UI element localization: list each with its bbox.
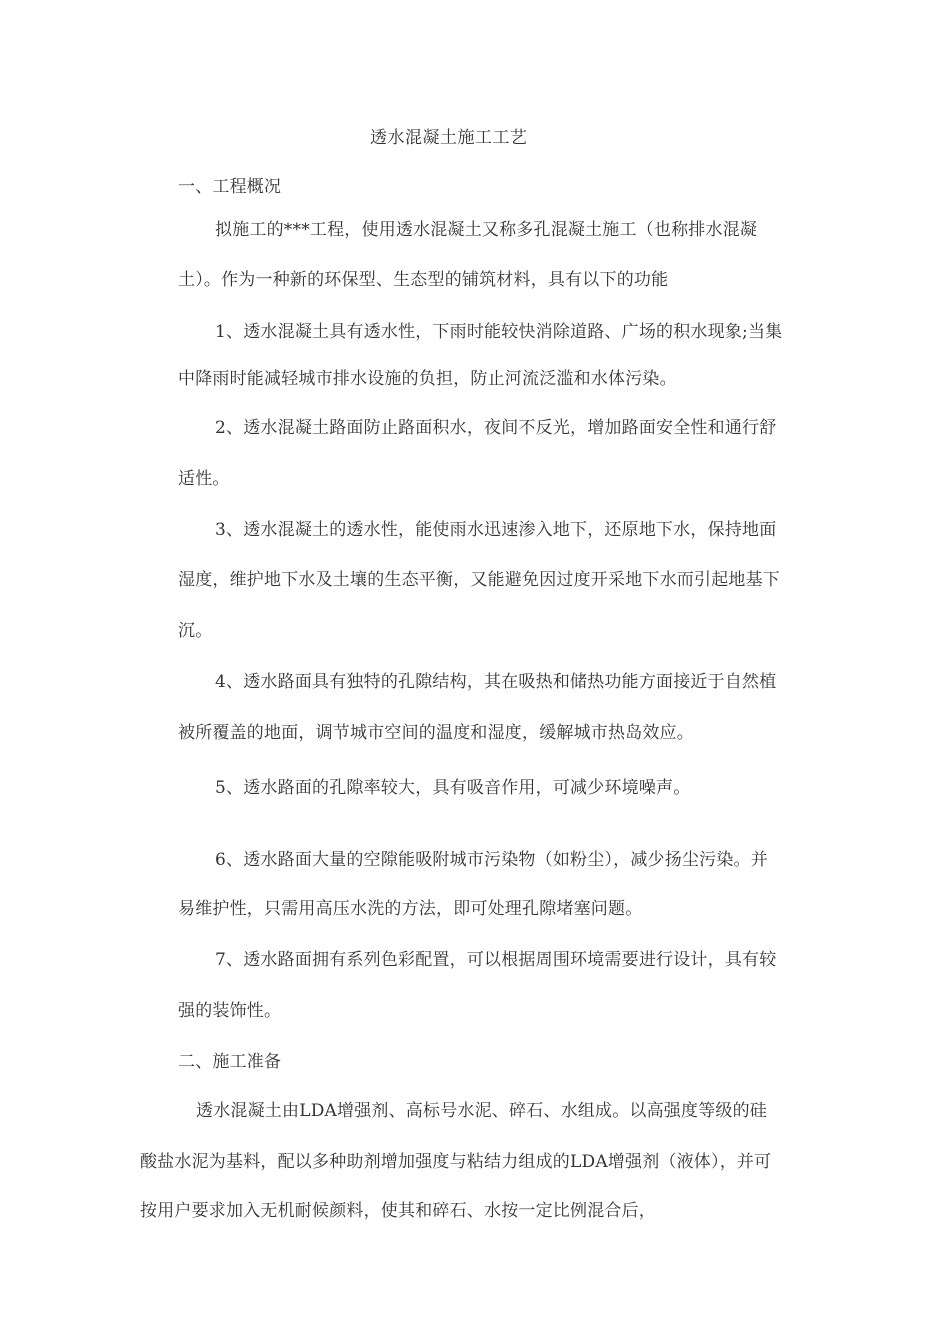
function-item-6-line-1: 6、透水路面大量的空隙能吸附城市污染物（如粉尘），减少扬尘污染。并 xyxy=(215,850,768,870)
function-item-3-line-1: 3、透水混凝土的透水性，能使雨水迅速渗入地下，还原地下水，保持地面 xyxy=(215,520,777,540)
function-item-3-line-2: 湿度，维护地下水及土壤的生态平衡，又能避免因过度开采地下水而引起地基下 xyxy=(178,570,780,590)
section-heading-overview: 一、工程概况 xyxy=(178,177,282,197)
function-item-1-line-1: 1、透水混凝土具有透水性，下雨时能较快消除道路、广场的积水现象;当集 xyxy=(215,322,783,342)
function-item-6-line-2: 易维护性，只需用高压水洗的方法，即可处理孔隙堵塞问题。 xyxy=(178,899,643,919)
function-item-7-line-1: 7、透水路面拥有系列色彩配置，可以根据周围环境需要进行设计，具有较 xyxy=(215,950,777,970)
intro-line-2: 土）。作为一种新的环保型、生态型的铺筑材料，具有以下的功能 xyxy=(178,270,669,290)
preparation-paragraph-line-1: 透水混凝土由LDA增强剂、高标号水泥、碎石、水组成。以高强度等级的硅 xyxy=(196,1101,767,1121)
function-item-7-line-2: 强的装饰性。 xyxy=(178,1001,282,1021)
section-heading-preparation: 二、施工准备 xyxy=(178,1052,282,1072)
function-item-4-line-2: 被所覆盖的地面，调节城市空间的温度和湿度，缓解城市热岛效应。 xyxy=(178,723,694,743)
function-item-3-line-3: 沉。 xyxy=(178,621,213,641)
function-item-2-line-1: 2、透水混凝土路面防止路面积水，夜间不反光，增加路面安全性和通行舒 xyxy=(215,418,777,438)
function-item-1-line-2: 中降雨时能减轻城市排水设施的负担，防止河流泛滥和水体污染。 xyxy=(178,369,677,389)
document-title: 透水混凝土施工工艺 xyxy=(370,128,528,148)
preparation-paragraph-line-2: 酸盐水泥为基料，配以多种助剂增加强度与粘结力组成的LDA增强剂（液体），并可 xyxy=(140,1152,772,1172)
intro-line-1: 拟施工的***工程，使用透水混凝土又称多孔混凝土施工（也称排水混凝 xyxy=(215,220,758,240)
function-item-2-line-2: 适性。 xyxy=(178,469,230,489)
function-item-5-line-1: 5、透水路面的孔隙率较大，具有吸音作用，可减少环境噪声。 xyxy=(215,778,691,798)
preparation-paragraph-line-3: 按用户要求加入无机耐候颜料，使其和碎石、水按一定比例混合后， xyxy=(140,1201,656,1221)
function-item-4-line-1: 4、透水路面具有独特的孔隙结构，其在吸热和储热功能方面接近于自然植 xyxy=(215,672,777,692)
